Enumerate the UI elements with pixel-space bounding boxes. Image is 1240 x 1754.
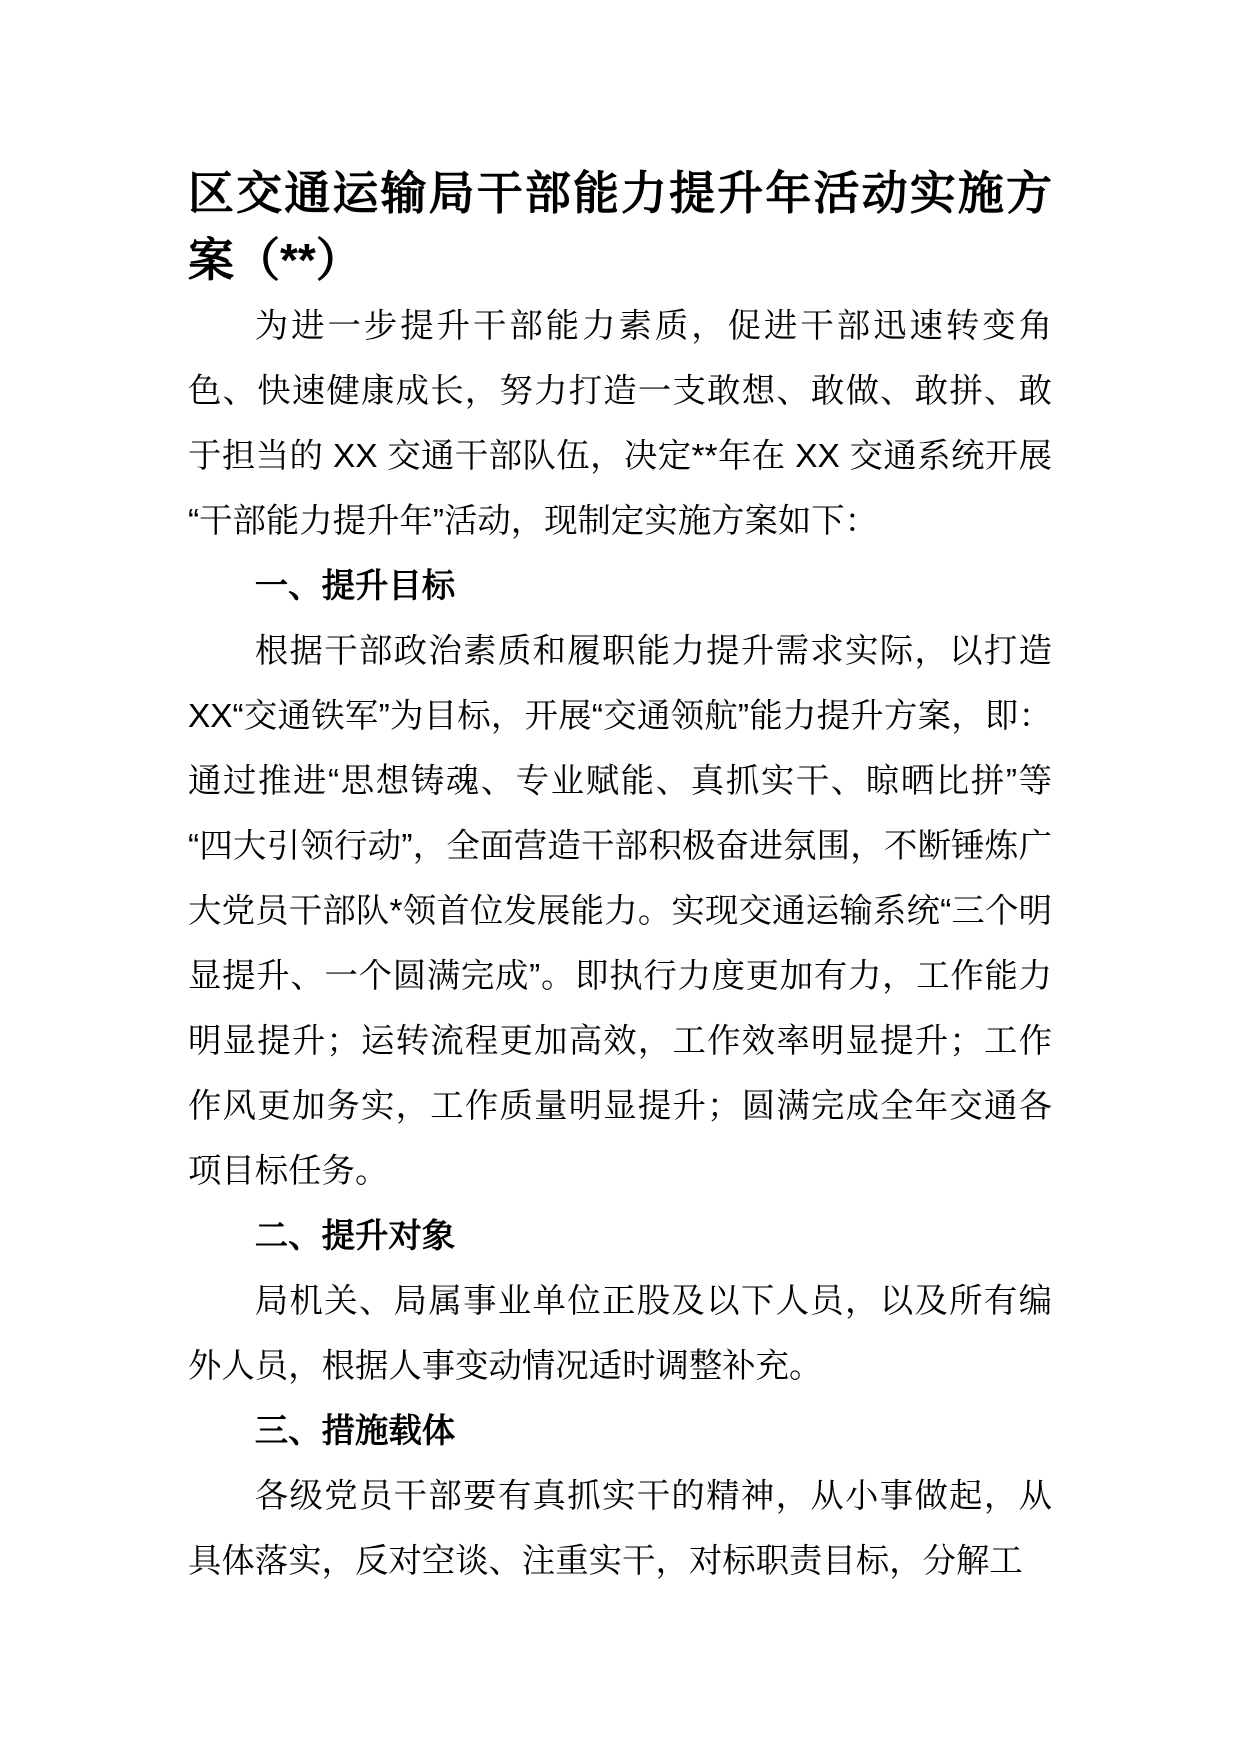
goal-paragraph: 根据干部政治素质和履职能力提升需求实际，以打造XX“交通铁军”为目标，开展“交通领航”能力提升方案，即：通过推进“思想铸魂、专业赋能、真抓实干、晾晒比拼”等“四大引领行动”，全面营造干部积极奋进氛围，不断锤炼广大党员干部队*领首位发展能力。实现交通运输系统“三个明显提升、一个圆满完成”。即执行力度更加有力，工作能力明显提升；运转流程更加高效，工作效率明显提升；工作作风更加务实，工作质量明显提升；圆满完成全年交通各项目标任务。 bbox=[188, 633, 1052, 1190]
target-paragraph: 局机关、局属事业单位正股及以下人员，以及所有编外人员，根据人事变动情况适时调整补充。 bbox=[188, 1283, 1052, 1385]
document-title: 区交通运输局干部能力提升年活动实施方案（**） bbox=[188, 167, 1052, 286]
measures-paragraph: 各级党员干部要有真抓实干的精神，从小事做起，从具体落实，反对空谈、注重实干，对标职责目标，分解工 bbox=[188, 1478, 1052, 1580]
intro-paragraph: 为进一步提升干部能力素质，促进干部迅速转变角色、快速健康成长，努力打造一支敢想、敢做、敢拼、敢于担当的 XX 交通干部队伍，决定**年在 XX 交通系统开展“干部能力提升年”活动，现制定实施方案如下： bbox=[188, 308, 1052, 540]
section-heading-3: 三、措施载体 bbox=[254, 1413, 456, 1450]
section-heading-1: 一、提升目标 bbox=[254, 568, 456, 605]
section-heading-2: 二、提升对象 bbox=[254, 1218, 456, 1255]
